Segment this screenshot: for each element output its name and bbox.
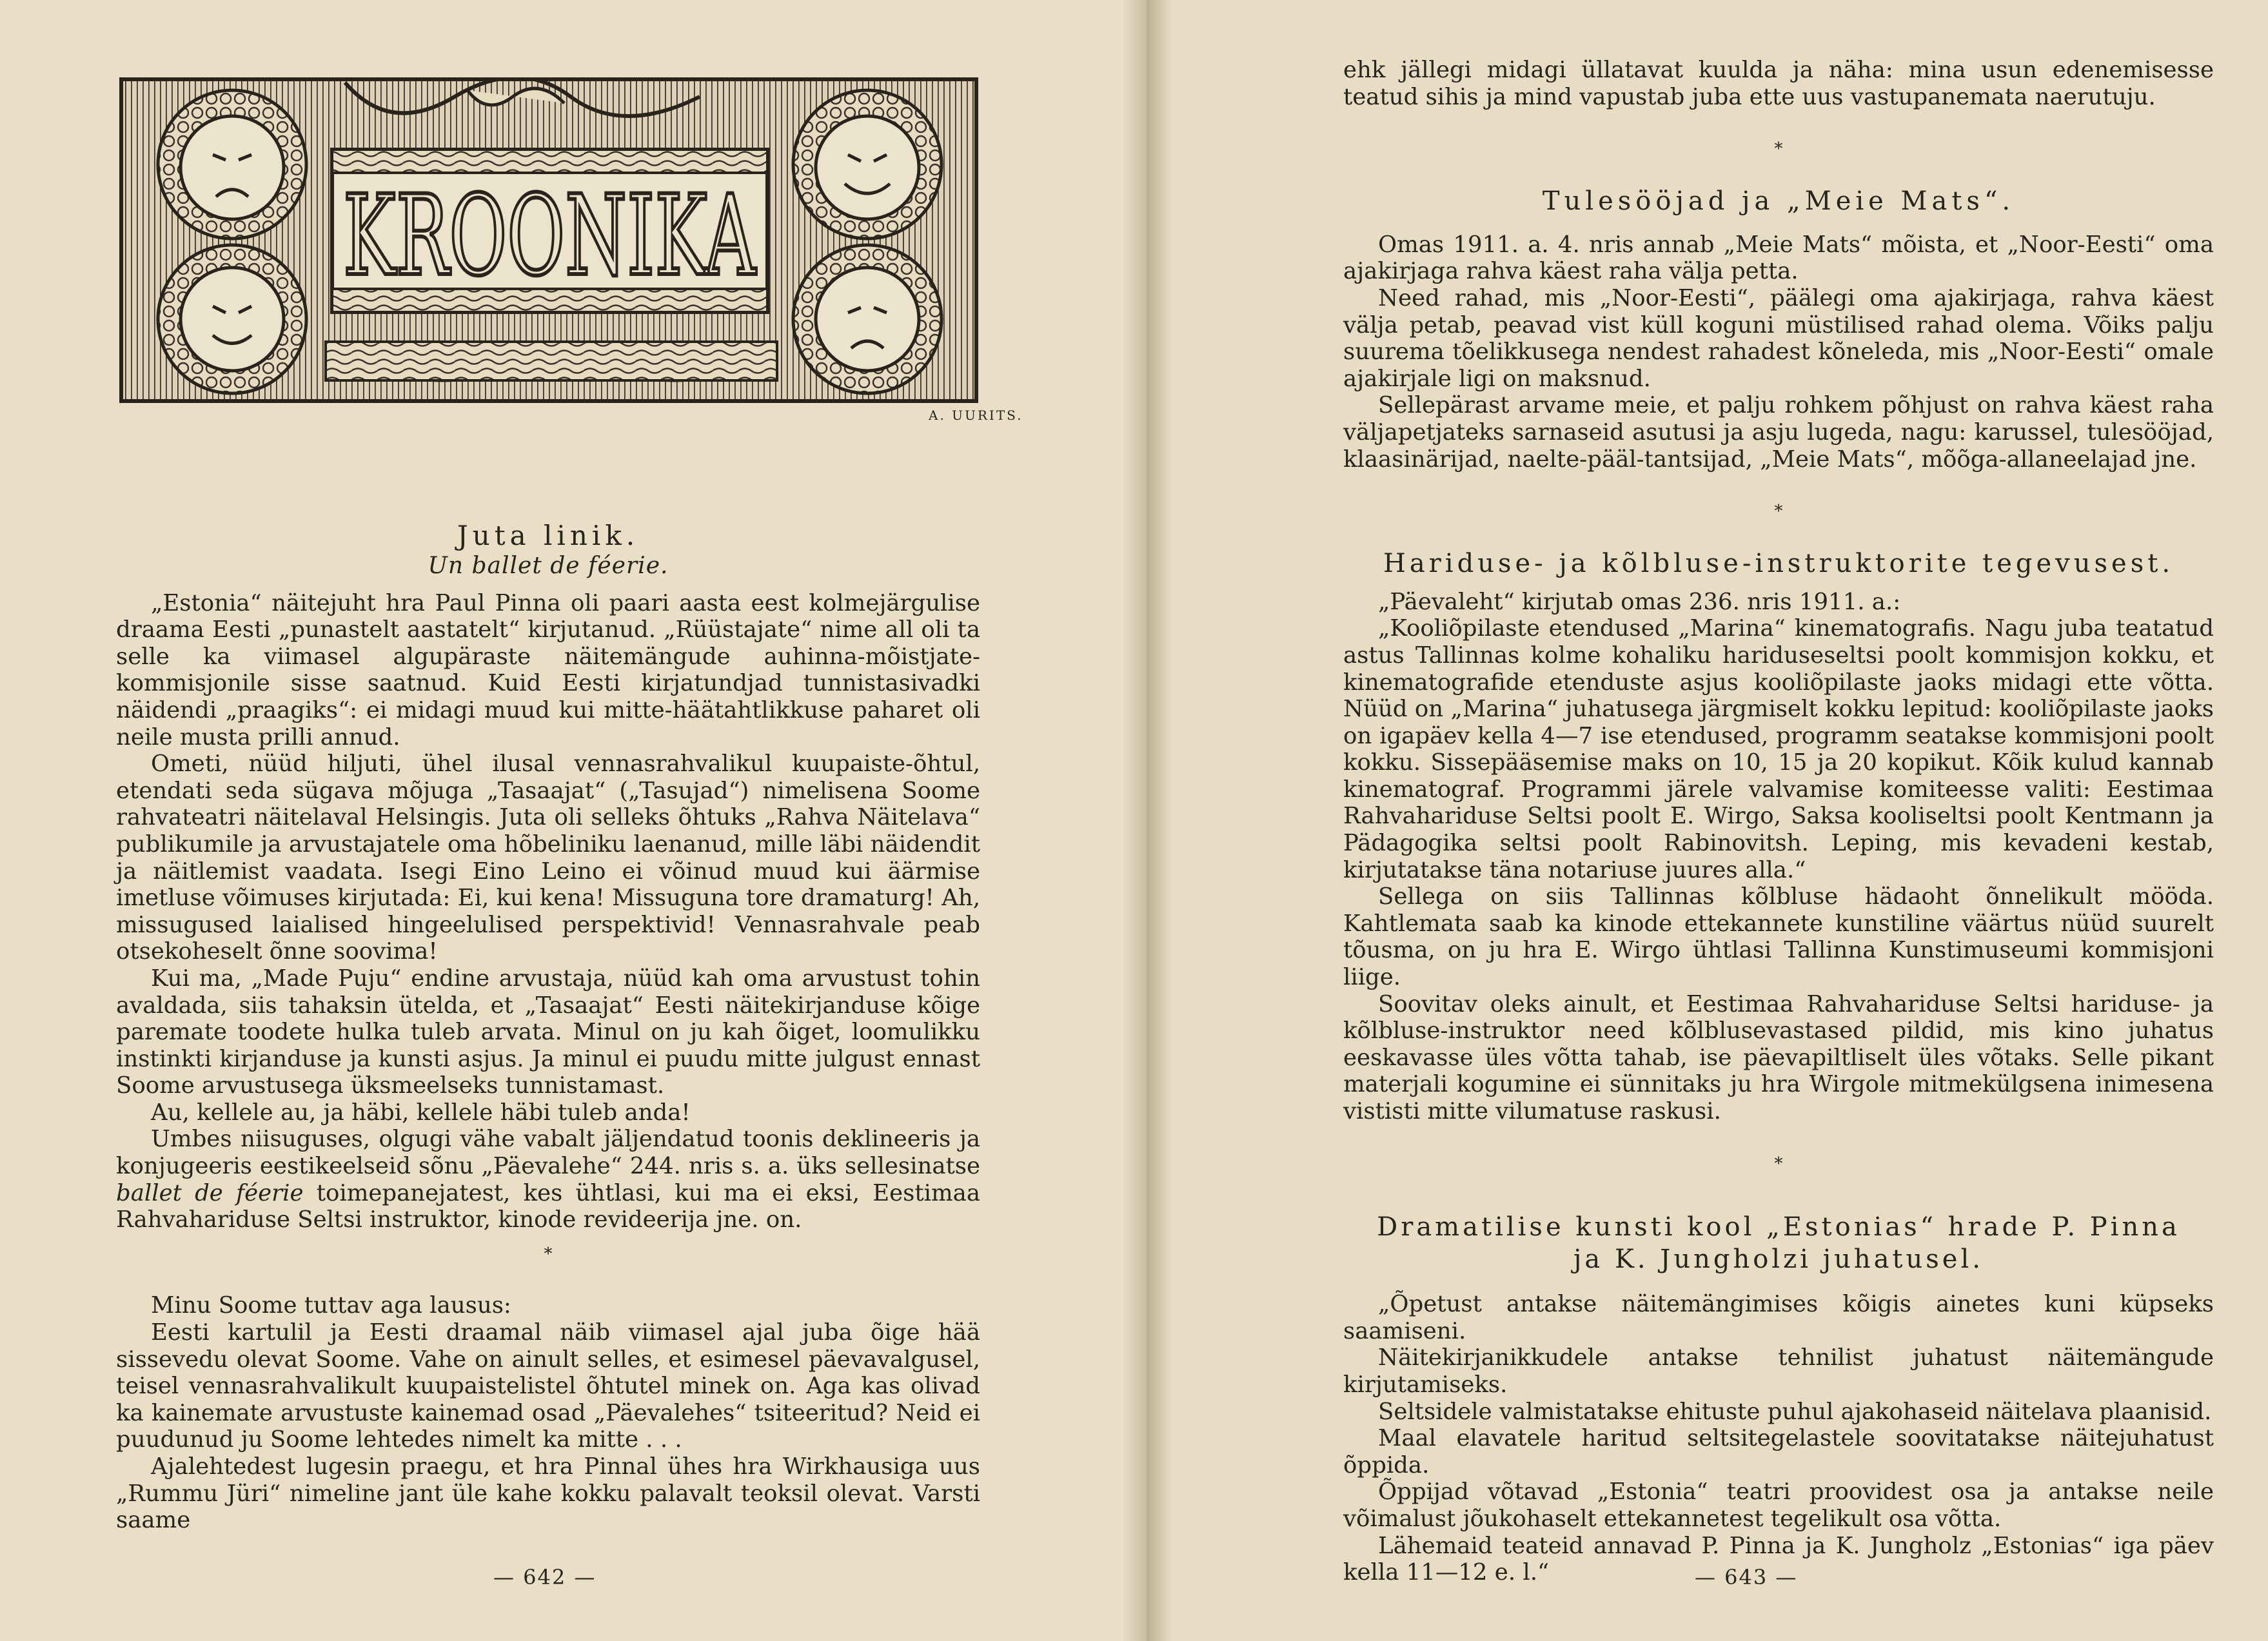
paragraph: Need rahad, mis „Noor-Eesti“, päälegi oma ajakirjaga, rahva käest välja petab, peavad vist küll koguni müstilised rahad olema. Võiks palju suurema tõelikkusega nendest rahadest kõneleda, mis „Noor-Eesti“ omale ajakirjale ligi on maksnud.: [1343, 284, 2214, 392]
section-separator-star: *: [1774, 139, 1783, 159]
paragraph: „Estonia“ näitejuht hra Paul Pinna oli paari aasta eest kolmejärgulise draama Eesti „punastelt aastatelt“ kirjutanud. „Rüüstajate“ nime all oli ta selle ka viimasel algupäraste näitemängude auhinna-mõistjate-kommisjonile sisse saatnud. Kuid Eesti kirjatundjad tunnistasivadki näidendi „praagiks“: ei midagi muud kui mitte-häätahtlikkuse paharet oli neile musta prilli annud.: [116, 589, 980, 751]
paragraph: Kui ma, „Made Puju“ endine arvustaja, nüüd kah oma arvustust tohin avaldada, siis tahaksin ütelda, et „Tasaajat“ Eesti näitekirjanduse kõige paremate toodete hulka tuleb arvata. Minul on ju kah õiget, loomulikku instinkti kirjanduse ja kunsti asjus. Ja minul ei puudu mitte julgust ennast Soome arvustusega üksmeelseks tunnistamast.: [116, 965, 980, 1099]
paragraph: Lähemaid teateid annavad P. Pinna ja K. Jungholz „Estonias“ iga päev kella 11—12 e. l.“: [1343, 1532, 2214, 1586]
page-number-left: — 642 —: [493, 1565, 597, 1589]
paragraph: Minu Soome tuttav aga lausus:: [151, 1292, 511, 1319]
section-separator-star: *: [1774, 502, 1783, 522]
kroonika-header-illustration: [119, 77, 978, 403]
paragraph: Õppijad võtavad „Estonia“ teatri proovidest osa ja antakse neile võimalust jõukohaselt ettekannetest tegelikult osa võtta.: [1343, 1479, 2214, 1532]
paragraph-line: „Õpetust antakse näitemängimises kõigis ainetes kuni küpseks saamiseni.: [1343, 1291, 2214, 1344]
section-separator-star: *: [544, 1244, 553, 1264]
article-subtitle: Un ballet de féerie.: [428, 553, 669, 579]
artist-signature: A. UURITS.: [929, 408, 1023, 423]
article-title-dramatilise: Dramatilise kunsti kool „Estonias“ hrade P. Pinna: [1377, 1212, 2180, 1243]
paragraph-line: Näitekirjanikkudele antakse tehnilist juhatust näitemängude kirjutamiseks.: [1343, 1344, 2214, 1398]
article-title-dramatilise-line2: ja K. Jungholzi juhatusel.: [1573, 1244, 1984, 1275]
paragraph-line: Seltsidele valmistatakse ehituste puhul ajakohaseid näitelava plaanisid.: [1378, 1398, 2212, 1425]
paragraph: Soovitav oleks ainult, et Eestimaa Rahvahariduse Seltsi hariduse- ja kõlbluse-instruktor need kõlblusevastased pildid, mis kino juhatus eeskavasse üles võtta tahab, ise päevapiltliselt üles võtaks. Selle pikant materjali kogumine ei sünnitaks ju hra Wirgole mitmekülgsena inimesena vististi mitte vilumatuse raskusi.: [1343, 990, 2214, 1125]
paragraph: Eesti kartulil ja Eesti draamal näib viimasel ajal juba õige hää sissevedu olevat Soome. Vahe on ainult selles, et esimesel päevavalgusel, teisel vennasrahvalikult kuupaistelistel õhtutel minek on. Aga kas olivad ka kainemate arvustuste kainemad osad „Päevalehes“ tsiteeritud? Neid ei puudunud ju Soome lehtedes nimelt ka mitte . . .: [116, 1319, 980, 1453]
article-title-hariduse: Hariduse- ja kõlbluse-instruktorite tegevusest.: [1383, 548, 2174, 578]
paragraph: Sellepärast arvame meie, et palju rohkem põhjust on rahva käest raha väljapetjateks sarnaseid asutusi ja asju lugeda, nagu: karussel, tulesööjad, klaasinärijad, naelte-pääl-tantsijad, „Meie Mats“, mõõga-allaneelajad jne.: [1343, 392, 2214, 473]
paragraph: Omas 1911. a. 4. nris annab „Meie Mats“ mõista, et „Noor-Eesti“ oma ajakirjaga rahva käest raha välja petta.: [1343, 231, 2214, 285]
paragraph: „Päevaleht“ kirjutab omas 236. nris 1911. a.:: [1378, 588, 1901, 615]
paragraph-text: Umbes niisuguses, olgugi vähe vabalt jäljendatud toonis deklineeris ja konjugeeris eestikeelseid sõnu „Päevalehe“ 244. nris s. a. üks sellesinatse: [116, 1126, 980, 1180]
header-logo-text: KROONIKA: [343, 171, 757, 300]
paragraph: „Kooliõpilaste etendused „Marina“ kinematografis. Nagu juba teatatud astus Tallinnas kolme kohaliku hariduseseltsi poolt kommisjon kokku, et kinematografide etenduste asjus kooliõpilaste jaoks midagi ette võtta. Nüüd on „Marina“ juhatusega järgmiselt kokku lepitud: kooliõpilaste jaoks on igapäev kella 4—7 ise etendused, programm seatakse kommisjoni poolt kokku. Sissepääsemise maks on 10, 15 ja 20 kopikut. Kõik kulud kannab kinematograf. Programmi järele valvamise komiteesse valiti: Eestimaa Rahvahariduse Seltsi poolt E. Wirgo, Saksa kooliseltsi poolt Kentmann ja Pädagogika seltsi poolt Rabinovitsh. Leping, mis kevadeni kestab, kirjutatakse täna notariuse juures alla.“: [1343, 615, 2214, 883]
italic-term: ballet de féerie: [116, 1179, 304, 1206]
article-title-tulesoojad: Tulesööjad ja „Meie Mats“.: [1542, 186, 2015, 216]
paragraph: ehk jällegi midagi üllatavat kuulda ja näha: mina usun edenemisesse teatud sihis ja mind vapustab juba ette uus vastupanemata naerutuju.: [1343, 57, 2214, 110]
book-gutter: [1122, 0, 1171, 1641]
paragraph: Au, kellele au, ja häbi, kellele häbi tuleb anda!: [151, 1099, 691, 1126]
paragraph: Ometi, nüüd hiljuti, ühel ilusal vennasrahvalikul kuupaiste-õhtul, etendati seda sügava mõjuga „Tasaajat“ („Tasujad“) nimelisena Soome rahvateatri näitelaval Helsingis. Juta oli selleks õhtuks „Rahva Näitelava“ publikumile ja arvustajatele oma hõbeliniku laenanud, mille läbi näidendit ja näitlemist vaadata. Isegi Eino Leino ei võinud muud kui äärmise imetluse võimuses kirjutada: Ei, kui kena! Missuguna tore dramaturg! Ah, missugused laialised hingeelulised perspektivid! Vennasrahvale peab otsekoheselt õnne soovima!: [116, 751, 980, 965]
section-separator-star: *: [1774, 1154, 1783, 1174]
left-column: [116, 519, 980, 1534]
article-title-juta: Juta linik.: [457, 520, 640, 551]
paragraph: Sellega on siis Tallinnas kõlbluse hädaoht õnnelikult mööda. Kahtlemata saab ka kinode ettekannete kunstiline väärtus nüüd suurelt tõusma, on ju hra E. Wirgo ühtlasi Tallinna Kunstimuseumi kommisjoni liige.: [1343, 883, 2214, 991]
paragraph: [116, 1126, 980, 1233]
page-number-right: — 643 —: [1695, 1565, 1798, 1589]
paragraph-line: Maal elavatele haritud seltsitegelastele soovitatakse näitejuhatust õppida.: [1343, 1425, 2214, 1479]
paragraph-text: toimepanejatest, kes ühtlasi, kui ma ei eksi, Eestimaa Rahvahariduse Seltsi instruktor, kinode revideerija jne. on.: [116, 1179, 980, 1233]
right-column: [1343, 57, 2214, 1586]
page-643: [1147, 0, 2268, 1641]
paragraph: Ajalehtedest lugesin praegu, et hra Pinnal ühes hra Wirkhausiga uus „Rummu Jüri“ nimeline jant üle kahe kokku palavalt teoksil olevat. Varsti saame: [116, 1453, 980, 1534]
